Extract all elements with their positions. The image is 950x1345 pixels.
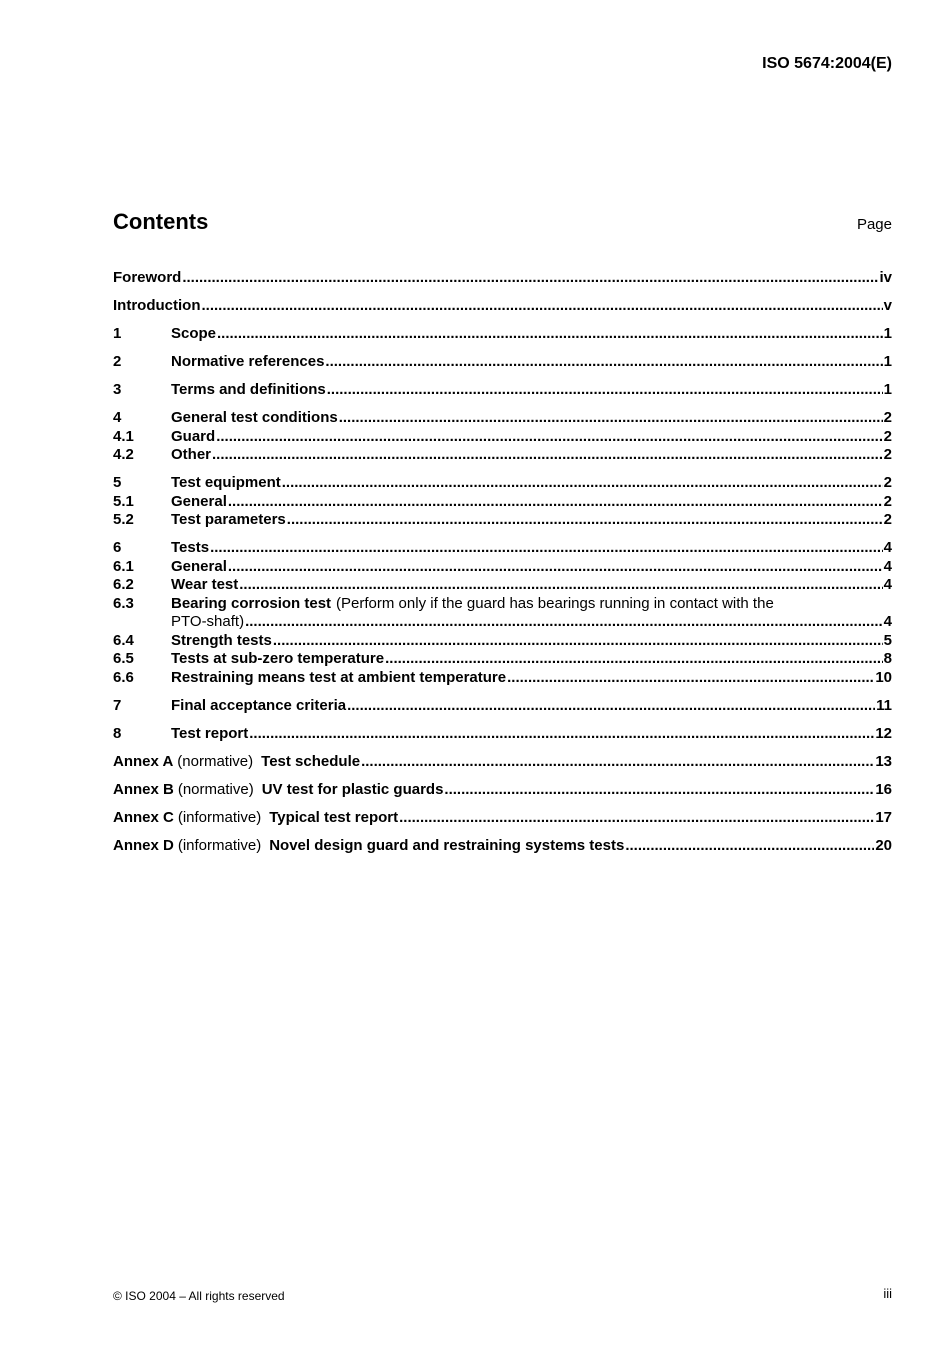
annex-kind: (normative) xyxy=(177,780,254,798)
toc-number: 1 xyxy=(113,325,122,342)
toc-page: 4 xyxy=(883,576,892,593)
toc-entry-6-3[interactable] xyxy=(113,595,892,614)
toc-entry-5[interactable] xyxy=(113,474,892,493)
toc-page: 13 xyxy=(875,752,892,770)
dot-leader xyxy=(625,837,874,856)
toc-page: 1 xyxy=(883,353,892,370)
toc-page: 5 xyxy=(883,631,892,649)
toc-note: PTO-shaft) xyxy=(171,613,245,630)
dot-leader xyxy=(385,650,883,669)
toc-title: Guard xyxy=(171,427,216,445)
toc-page: 20 xyxy=(875,836,892,854)
toc-entry-6-1[interactable] xyxy=(113,558,892,577)
toc-entry-6[interactable] xyxy=(113,539,892,558)
toc-page: 2 xyxy=(883,427,892,445)
toc-entry-annex-a[interactable] xyxy=(113,753,892,772)
table-of-contents xyxy=(113,269,892,855)
toc-entry-6-4[interactable] xyxy=(113,632,892,651)
toc-number: 6.5 xyxy=(113,650,134,667)
toc-page: 11 xyxy=(876,696,892,714)
toc-entry-6-2[interactable] xyxy=(113,576,892,595)
toc-title: Strength tests xyxy=(171,631,272,649)
toc-entry-4[interactable] xyxy=(113,409,892,428)
toc-entry-annex-d[interactable] xyxy=(113,837,892,856)
toc-entry-6-5[interactable] xyxy=(113,650,892,669)
toc-number: 5.1 xyxy=(113,492,134,510)
toc-entry-7[interactable] xyxy=(113,697,892,716)
toc-entry-annex-c[interactable] xyxy=(113,809,892,828)
toc-entry-6-6[interactable] xyxy=(113,669,892,688)
toc-number: 6.2 xyxy=(113,576,134,593)
annex-kind: (informative) xyxy=(177,808,262,826)
toc-title: Test schedule xyxy=(261,752,361,770)
dot-leader xyxy=(273,632,883,651)
dot-leader xyxy=(217,325,883,344)
toc-title: UV test for plastic guards xyxy=(261,780,444,798)
page-number: iii xyxy=(883,1286,892,1301)
dot-leader xyxy=(228,558,883,577)
toc-title: Test parameters xyxy=(171,511,286,528)
dot-leader xyxy=(282,474,883,493)
toc-page: 4 xyxy=(883,539,892,556)
toc-entry-foreword[interactable] xyxy=(113,269,892,288)
toc-number: 6.6 xyxy=(113,668,134,686)
toc-number: 6 xyxy=(113,539,122,556)
toc-page: 2 xyxy=(883,474,892,491)
toc-number: 6.3 xyxy=(113,594,134,612)
toc-title: Terms and definitions xyxy=(171,381,326,398)
toc-page: v xyxy=(883,297,892,314)
toc-title: Test report xyxy=(171,724,249,742)
toc-number: 5 xyxy=(113,474,122,491)
dot-leader xyxy=(249,725,874,744)
toc-number: 4.1 xyxy=(113,427,134,445)
toc-number: 3 xyxy=(113,381,122,398)
toc-title: Normative references xyxy=(171,353,325,370)
dot-leader xyxy=(182,269,878,288)
toc-page: 10 xyxy=(875,668,892,686)
toc-page: 1 xyxy=(883,325,892,342)
toc-page: 2 xyxy=(883,409,892,426)
dot-leader xyxy=(347,697,875,716)
annex-kind: (normative) xyxy=(177,752,254,770)
toc-page: 2 xyxy=(883,492,892,510)
toc-number: 8 xyxy=(113,724,122,742)
toc-page: 17 xyxy=(875,808,892,826)
dot-leader xyxy=(201,297,882,316)
toc-title: General test conditions xyxy=(171,409,338,426)
toc-page: 4 xyxy=(883,557,892,575)
toc-title: Final acceptance criteria xyxy=(171,696,347,714)
dot-leader xyxy=(212,446,883,465)
dot-leader xyxy=(325,353,882,372)
toc-title: Typical test report xyxy=(269,808,399,826)
toc-page: 12 xyxy=(875,724,892,742)
toc-number: 6.4 xyxy=(113,631,134,649)
toc-page: iv xyxy=(879,269,892,286)
toc-title: General xyxy=(171,557,227,575)
dot-leader xyxy=(327,381,883,400)
toc-page: 4 xyxy=(883,613,892,630)
dot-leader xyxy=(287,511,883,530)
dot-leader xyxy=(361,753,874,772)
toc-entry-1[interactable] xyxy=(113,325,892,344)
dot-leader xyxy=(210,539,883,558)
toc-entry-introduction[interactable] xyxy=(113,297,892,316)
annex-label: Annex B xyxy=(113,780,174,798)
document-code: ISO 5674:2004(E) xyxy=(762,55,892,72)
toc-entry-8[interactable] xyxy=(113,725,892,744)
dot-leader xyxy=(399,809,874,828)
dot-leader xyxy=(507,669,874,688)
toc-entry-3[interactable] xyxy=(113,381,892,400)
toc-title: General xyxy=(171,492,227,510)
toc-title: Test equipment xyxy=(171,474,281,491)
page-column-label: Page xyxy=(856,216,892,233)
toc-title: Foreword xyxy=(113,269,182,286)
toc-entry-2[interactable] xyxy=(113,353,892,372)
toc-title: Other xyxy=(171,446,212,463)
toc-title: Wear test xyxy=(171,576,239,593)
toc-title: Introduction xyxy=(113,297,201,314)
toc-entry-annex-b[interactable] xyxy=(113,781,892,800)
toc-entry-4-2[interactable] xyxy=(113,446,892,465)
toc-number: 2 xyxy=(113,353,122,370)
annex-label: Annex D xyxy=(113,836,174,854)
toc-note: (Perform only if the guard has bearings running in contact with the xyxy=(336,594,774,612)
dot-leader xyxy=(339,409,883,428)
toc-entry-6-3-continuation[interactable] xyxy=(113,613,892,632)
annex-label: Annex A xyxy=(113,752,174,770)
toc-title: Novel design guard and restraining systems tests xyxy=(269,836,625,854)
toc-number: 5.2 xyxy=(113,511,134,528)
toc-entry-4-1[interactable] xyxy=(113,428,892,447)
toc-title: Tests at sub-zero temperature xyxy=(171,650,385,667)
toc-title: Restraining means test at ambient temperature xyxy=(171,668,507,686)
toc-page: 2 xyxy=(883,446,892,463)
annex-kind: (informative) xyxy=(177,836,262,854)
toc-title: Tests xyxy=(171,539,210,556)
annex-label: Annex C xyxy=(113,808,174,826)
toc-number: 4 xyxy=(113,409,122,426)
dot-leader xyxy=(216,428,882,447)
contents-heading: Contents xyxy=(113,209,209,234)
copyright-notice: © ISO 2004 – All rights reserved xyxy=(113,1289,285,1303)
toc-title: Scope xyxy=(171,325,217,342)
toc-page: 1 xyxy=(883,381,892,398)
toc-entry-5-1[interactable] xyxy=(113,493,892,512)
dot-leader xyxy=(245,613,883,632)
toc-page: 8 xyxy=(883,650,892,667)
toc-entry-5-2[interactable] xyxy=(113,511,892,530)
dot-leader xyxy=(228,493,883,512)
toc-page: 16 xyxy=(875,780,892,798)
toc-title: Bearing corrosion test xyxy=(171,594,332,612)
toc-number: 4.2 xyxy=(113,446,134,463)
dot-leader xyxy=(444,781,874,800)
dot-leader xyxy=(239,576,882,595)
toc-page: 2 xyxy=(883,511,892,528)
toc-number: 7 xyxy=(113,696,122,714)
toc-number: 6.1 xyxy=(113,557,134,575)
